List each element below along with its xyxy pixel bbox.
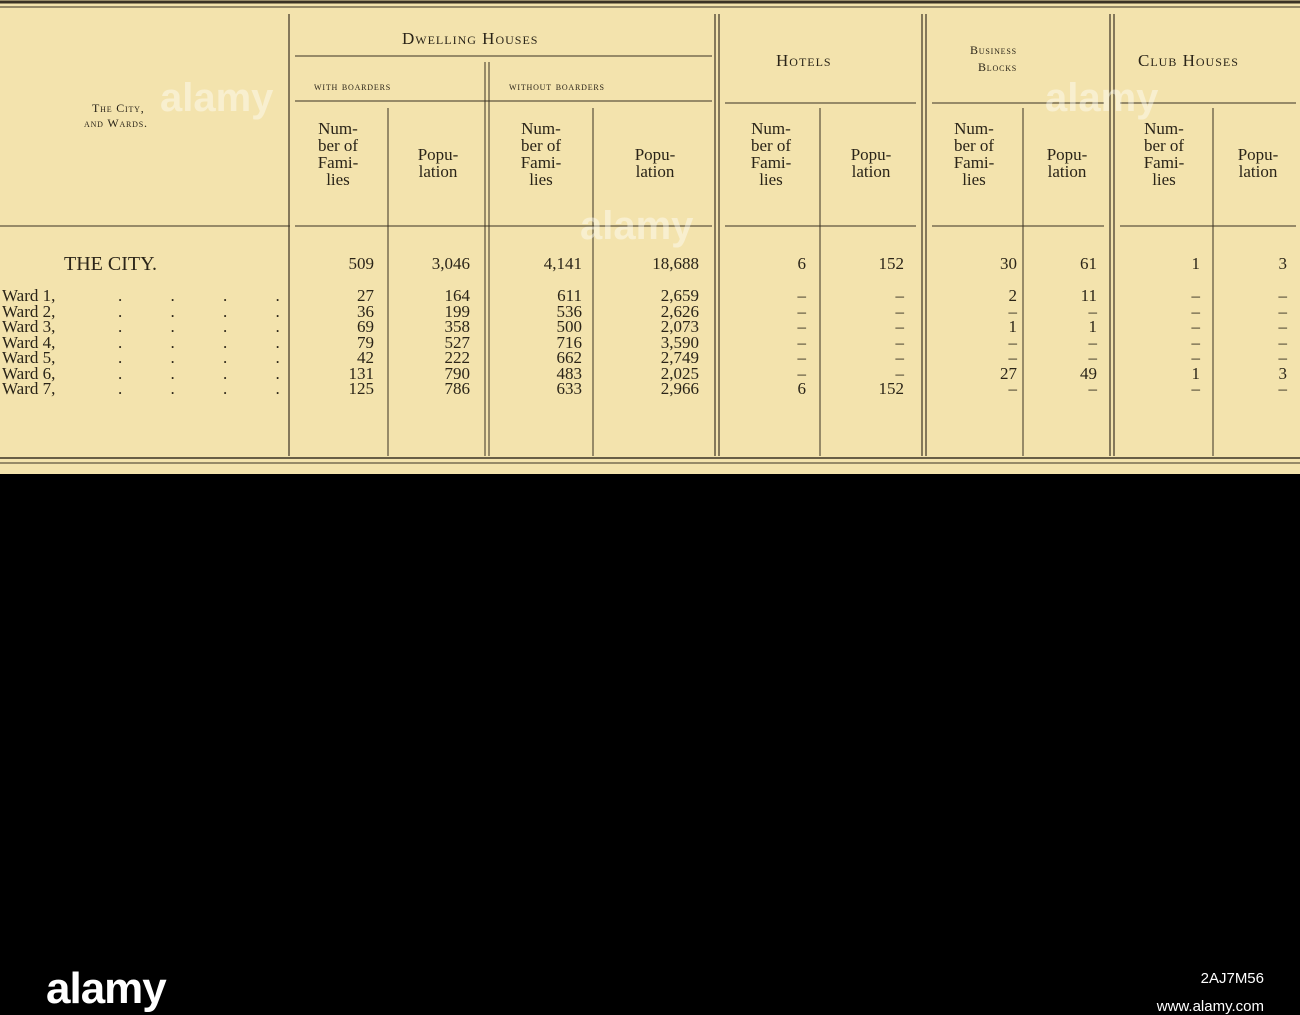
table-cell: 152 [878,254,904,273]
table-cell: 3,590 [660,332,699,352]
table-cell: 611 [557,286,582,305]
table-cell: – [797,332,806,352]
table-cell: 4,141 [543,254,582,273]
table-cell: – [1191,379,1200,398]
table-cell: 6 [797,254,806,273]
table-cell: – [1278,317,1287,336]
table-cell: 3 [1278,254,1287,273]
table-cell: – [1278,348,1287,367]
table-cell: 662 [556,348,582,367]
table-cell: 2,025 [660,363,699,383]
table-cell: 509 [348,254,374,273]
table-cell: 27 [1000,363,1017,383]
dwelling-houses-header: Dwelling Houses [402,29,539,48]
sub-header-families: Num- ber of Fami- lies [750,119,792,189]
table-cell: – [1088,348,1097,367]
row-label: Ward 6, [2,363,56,383]
table-cell: – [1278,332,1287,352]
table-cell: – [1278,301,1287,321]
table-cell: 2,626 [660,301,699,321]
stock-footer [0,474,1300,1015]
table-cell: 11 [1080,286,1097,305]
sub-header-families: Num- ber of Fami- lies [520,119,562,189]
table-cell: – [797,348,806,367]
table-cell: 790 [444,363,470,383]
site-url: www.alamy.com [1156,998,1264,1015]
table-cell: 69 [357,317,374,336]
sub-header-families: Num- ber of Fami- lies [1143,119,1185,189]
table-cell: – [895,317,904,336]
sub-header-population: Popu- lation [1237,145,1279,181]
sub-header-families: Num- ber of Fami- lies [317,119,359,189]
table-cell: 152 [878,379,904,398]
table-cell: – [797,286,806,305]
table-cell: 61 [1080,254,1097,273]
table-cell: – [1008,348,1017,367]
table-cell: – [797,363,806,383]
table-cell: – [1008,379,1017,398]
watermark: alamy [1045,76,1159,120]
sub-header-population: Popu- lation [417,145,459,181]
table-cell: 6 [797,379,806,398]
hotels-header: Hotels [776,51,832,70]
leader-dots: . . . . [118,286,302,305]
table-cell: – [895,348,904,367]
watermark: alamy [160,76,274,120]
table-cell: 2,073 [660,317,699,336]
table-cell: 27 [357,286,374,305]
row-label: Ward 4, [2,332,56,352]
business-header-line1: Business [970,43,1017,57]
table-cell: 199 [444,301,470,321]
table-cell: 716 [556,332,582,352]
leader-dots: . . . . [118,363,302,383]
leader-dots: . . . . [118,301,302,321]
sub-header-population: Popu- lation [850,145,892,181]
table-cell: 786 [444,379,470,398]
row-label: Ward 7, [2,379,56,398]
scanned-table-page [0,0,1300,474]
table-cell: 222 [444,348,470,367]
table-cell: – [895,301,904,321]
sub-header-population: Popu- lation [1046,145,1088,181]
watermark: alamy [580,204,694,248]
leader-dots: . . . . [118,379,302,398]
table-cell: 164 [444,286,470,305]
image-id: 2AJ7M56 [1200,970,1264,987]
table-cell: 483 [556,363,582,383]
table-cell: 2 [1008,286,1017,305]
table-cell: – [1008,301,1017,321]
table-cell: – [1088,301,1097,321]
table-cell: – [797,317,806,336]
table-cell: – [1088,332,1097,352]
table-cell: 42 [357,348,374,367]
table-cell: 36 [357,301,374,321]
table-cell: – [1191,317,1200,336]
table-cell: – [1191,332,1200,352]
table-cell: 500 [556,317,582,336]
with-boarders-header: with boarders [314,79,391,93]
table-cell: – [895,286,904,305]
table-cell: 2,659 [660,286,699,305]
club-houses-header: Club Houses [1138,51,1239,70]
alamy-logo: alamy [46,964,166,1013]
sub-header-families: Num- ber of Fami- lies [953,119,995,189]
table-cell: – [895,332,904,352]
table-cell: 2,749 [660,348,699,367]
row-label: Ward 2, [2,301,56,321]
table-cell: 358 [444,317,470,336]
table-cell: 3,046 [431,254,470,273]
row-label: THE CITY. [64,253,157,275]
table-cell: 1 [1088,317,1097,336]
business-header-line2: Blocks [978,60,1018,74]
table-cell: – [1278,286,1287,305]
table-cell: 79 [357,332,374,352]
table-cell: – [797,301,806,321]
table-cell: 2,966 [660,379,699,398]
table-cell: – [1191,348,1200,367]
row-label: Ward 3, [2,317,56,336]
table-cell: – [1278,379,1287,398]
leader-dots: . . . . [118,348,302,367]
table-cell: 527 [444,332,470,352]
table-cell: 1 [1191,254,1200,273]
table-cell: 3 [1278,363,1287,383]
stub-header-line1: The City, [92,101,145,115]
table-cell: 1 [1191,363,1200,383]
table-cell: 125 [348,379,374,398]
table-cell: 1 [1008,317,1017,336]
table-cell: 633 [556,379,582,398]
row-label: Ward 1, [2,286,56,305]
leader-dots: . . . . [118,317,302,336]
table-cell: – [1191,286,1200,305]
table-cell: – [1088,379,1097,398]
stub-header-line2: and Wards. [84,116,148,130]
table-cell: 536 [556,301,582,321]
row-label: Ward 5, [2,348,56,367]
table-cell: 30 [1000,254,1017,273]
without-boarders-header: without boarders [509,79,605,93]
table-cell: – [1008,332,1017,352]
table-cell: 18,688 [652,254,699,273]
table-cell: 49 [1080,363,1097,383]
table-cell: – [895,363,904,383]
table-cell: 131 [348,363,374,383]
table-cell: – [1191,301,1200,321]
sub-header-population: Popu- lation [634,145,676,181]
leader-dots: . . . . [118,332,302,352]
